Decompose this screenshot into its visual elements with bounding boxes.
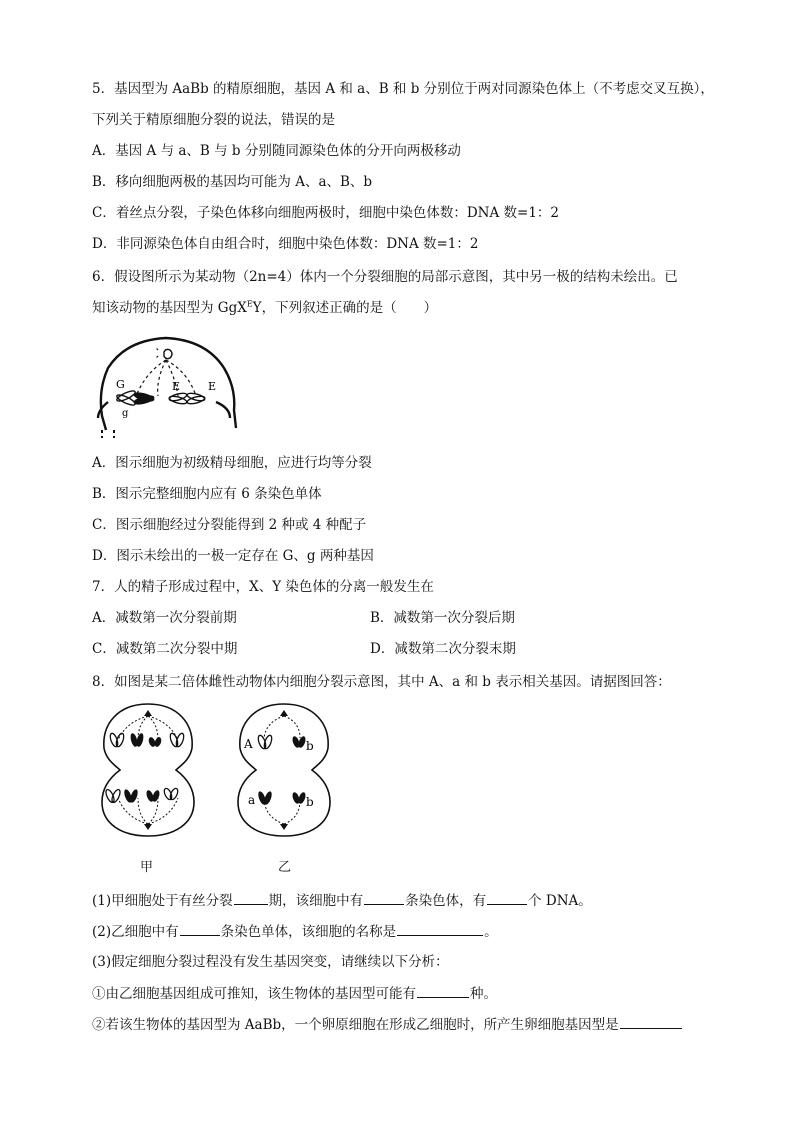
q8-part3-2	[92, 1015, 683, 1034]
q6-stem-sup: E	[246, 299, 253, 309]
q6-stem-pre: 知该动物的基因型为 GgX	[92, 300, 247, 316]
q8-part3-2-blank[interactable]	[620, 1015, 682, 1029]
q6-stem-line2	[92, 299, 437, 317]
q5-option-b: B．移向细胞两极的基因均可能为 A、a、B、b	[92, 174, 373, 190]
q8-part1-c: 条染色体，有	[405, 893, 487, 909]
q8-part1-a: (1)甲细胞处于有丝分裂	[92, 893, 233, 909]
q7-option-b: B．减数第一次分裂后期	[370, 610, 515, 626]
q8-part2-a: (2)乙细胞中有	[92, 924, 179, 940]
q8-part1-blank3[interactable]	[487, 891, 527, 905]
q8-part1-d: 个 DNA。	[528, 893, 592, 909]
q8-part2-blank2[interactable]	[397, 922, 483, 936]
q8-part3: (3)假定细胞分裂过程没有发生基因突变，请继续以下分析：	[92, 954, 449, 970]
q7-option-a: A．减数第一次分裂前期	[92, 610, 237, 626]
q8-cell-yi	[236, 700, 332, 840]
q6-label-E2: E	[208, 380, 217, 393]
q7-option-c: C．减数第二次分裂中期	[92, 641, 238, 657]
q8-caption-jia: 甲	[140, 860, 154, 875]
q6-stem-line1: 6．假设图所示为某动物（2n=4）体内一个分裂细胞的局部示意图，其中另一极的结构未绘出。已	[92, 269, 678, 285]
q6-cell-figure	[96, 330, 246, 438]
q6-option-a: A．图示细胞为初级精母细胞，应进行均等分裂	[92, 455, 372, 471]
q5-stem-line1: 5．基因型为 AaBb 的精原细胞，基因 A 和 a、B 和 b 分别位于两对同源染色体上（不考虑交叉互换），	[92, 81, 714, 97]
q8-part2-b: 条染色单体，该细胞的名称是	[220, 924, 397, 940]
q8-part1-b: 期，该细胞中有	[268, 893, 364, 909]
q8-cell-jia	[98, 700, 198, 840]
q8-yi-label-b2: b	[306, 795, 314, 809]
q8-part3-2-text: ②若该生物体的基因型为 AaBb，一个卵原细胞在形成乙细胞时，所产生卵细胞基因型是	[92, 1017, 619, 1033]
q6-option-c: C．图示细胞经过分裂能得到 2 种或 4 种配子	[92, 517, 367, 533]
q6-option-d: D．图示未绘出的一极一定存在 G、g 两种基因	[92, 548, 374, 564]
q8-part2	[92, 922, 498, 941]
q8-yi-label-a: a	[248, 793, 256, 807]
q8-part3-1-blank[interactable]	[417, 984, 469, 998]
q8-part1	[92, 891, 592, 910]
q6-option-b: B．图示完整细胞内应有 6 条染色单体	[92, 486, 322, 502]
q7-option-d: D．减数第二次分裂末期	[370, 641, 516, 657]
q6-stem-post: Y，下列叙述正确的是（ ）	[252, 300, 438, 316]
q5-option-a: A．基因 A 与 a、B 与 b 分别随同源染色体的分开向两极移动	[92, 143, 461, 159]
q8-part1-blank2[interactable]	[364, 891, 404, 905]
q8-caption-yi: 乙	[278, 860, 292, 875]
q5-stem-line2: 下列关于精原细胞分裂的说法，错误的是	[92, 112, 335, 128]
q6-label-g: g	[122, 408, 129, 419]
q8-stem: 8．如图是某二倍体雌性动物体内细胞分裂示意图，其中 A、a 和 b 表示相关基因。请据图回答：	[92, 674, 671, 690]
q8-part3-1-b: 种。	[470, 986, 497, 1002]
q8-part1-blank1[interactable]	[234, 891, 268, 905]
q8-part2-c: 。	[484, 924, 498, 940]
q8-yi-label-b1: b	[306, 739, 314, 753]
q6-label-G: G	[116, 378, 125, 391]
q6-label-E1: E	[172, 380, 181, 393]
q5-option-c: C．着丝点分裂，子染色体移向细胞两极时，细胞中染色体数：DNA 数=1：2	[92, 205, 559, 221]
q8-part3-1-a: ①由乙细胞基因组成可推知，该生物体的基因型可能有	[92, 986, 416, 1002]
q8-part3-1	[92, 984, 497, 1003]
q7-stem: 7．人的精子形成过程中，X、Y 染色体的分离一般发生在	[92, 579, 434, 595]
q8-part2-blank1[interactable]	[180, 922, 220, 936]
q5-option-d: D．非同源染色体自由组合时，细胞中染色体数：DNA 数=1：2	[92, 236, 479, 252]
q8-yi-label-A: A	[244, 737, 253, 751]
